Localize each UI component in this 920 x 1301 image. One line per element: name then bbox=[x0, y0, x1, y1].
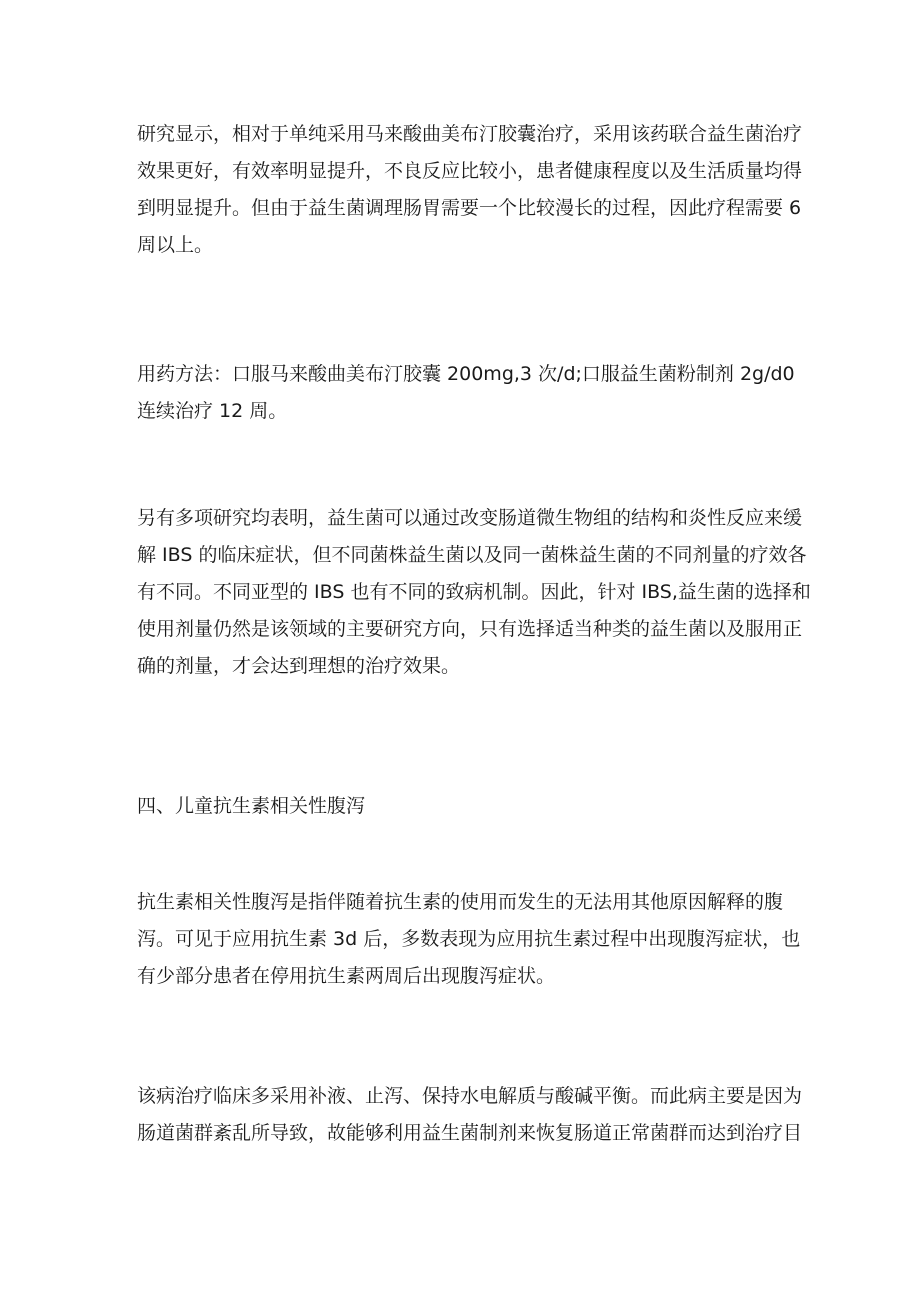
text-line: 肠道菌群紊乱所导致，故能够利用益生菌制剂来恢复肠道正常菌群而达到治疗目 bbox=[137, 1122, 803, 1144]
text-line: 有少部分患者在停用抗生素两周后出现腹泻症状。 bbox=[137, 965, 556, 987]
text-line: 研究显示，相对于单纯采用马来酸曲美布汀胶囊治疗，采用该药联合益生菌治疗 bbox=[137, 123, 803, 145]
paragraph-aad-treatment bbox=[137, 1078, 803, 1152]
paragraph-ibs-studies bbox=[137, 500, 811, 685]
text-line: 抗生素相关性腹泻是指伴随着抗生素的使用而发生的无法用其他原因解释的腹 bbox=[137, 891, 784, 913]
paragraph-dosage-method bbox=[137, 356, 797, 430]
text-line: 确的剂量，才会达到理想的治疗效果。 bbox=[137, 655, 461, 677]
paragraph-aad-definition bbox=[137, 884, 801, 995]
section-heading bbox=[137, 788, 797, 825]
text-line: 使用剂量仍然是该领域的主要研究方向，只有选择适当种类的益生菌以及服用正 bbox=[137, 618, 803, 640]
text-line: 到明显提升。但由于益生菌调理肠胃需要一个比较漫长的过程，因此疗程需要 6 bbox=[137, 197, 802, 219]
text-line: 泻。可见于应用抗生素 3d 后，多数表现为应用抗生素过程中出现腹泻症状，也 bbox=[137, 928, 801, 950]
paragraph-research-findings bbox=[137, 116, 803, 264]
text-line: 周以上。 bbox=[137, 234, 214, 256]
text-line: 效果更好，有效率明显提升，不良反应比较小，患者健康程度以及生活质量均得 bbox=[137, 160, 803, 182]
text-line: 该病治疗临床多采用补液、止泻、保持水电解质与酸碱平衡。而此病主要是因为 bbox=[137, 1085, 803, 1107]
text-line: 连续治疗 12 周。 bbox=[137, 400, 288, 422]
text-line: 另有多项研究均表明，益生菌可以通过改变肠道微生物组的结构和炎性反应来缓 bbox=[137, 507, 803, 529]
text-line: 解 IBS 的临床症状，但不同菌株益生菌以及同一菌株益生菌的不同剂量的疗效各 bbox=[137, 544, 807, 566]
text-line: 有不同。不同亚型的 IBS 也有不同的致病机制。因此，针对 IBS,益生菌的选择和 bbox=[137, 581, 811, 603]
heading-line: 四、儿童抗生素相关性腹泻 bbox=[137, 795, 366, 817]
text-line: 用药方法：口服马来酸曲美布汀胶囊 200mg,3 次/d;口服益生菌粉制剂 2g/d0 bbox=[137, 363, 795, 385]
